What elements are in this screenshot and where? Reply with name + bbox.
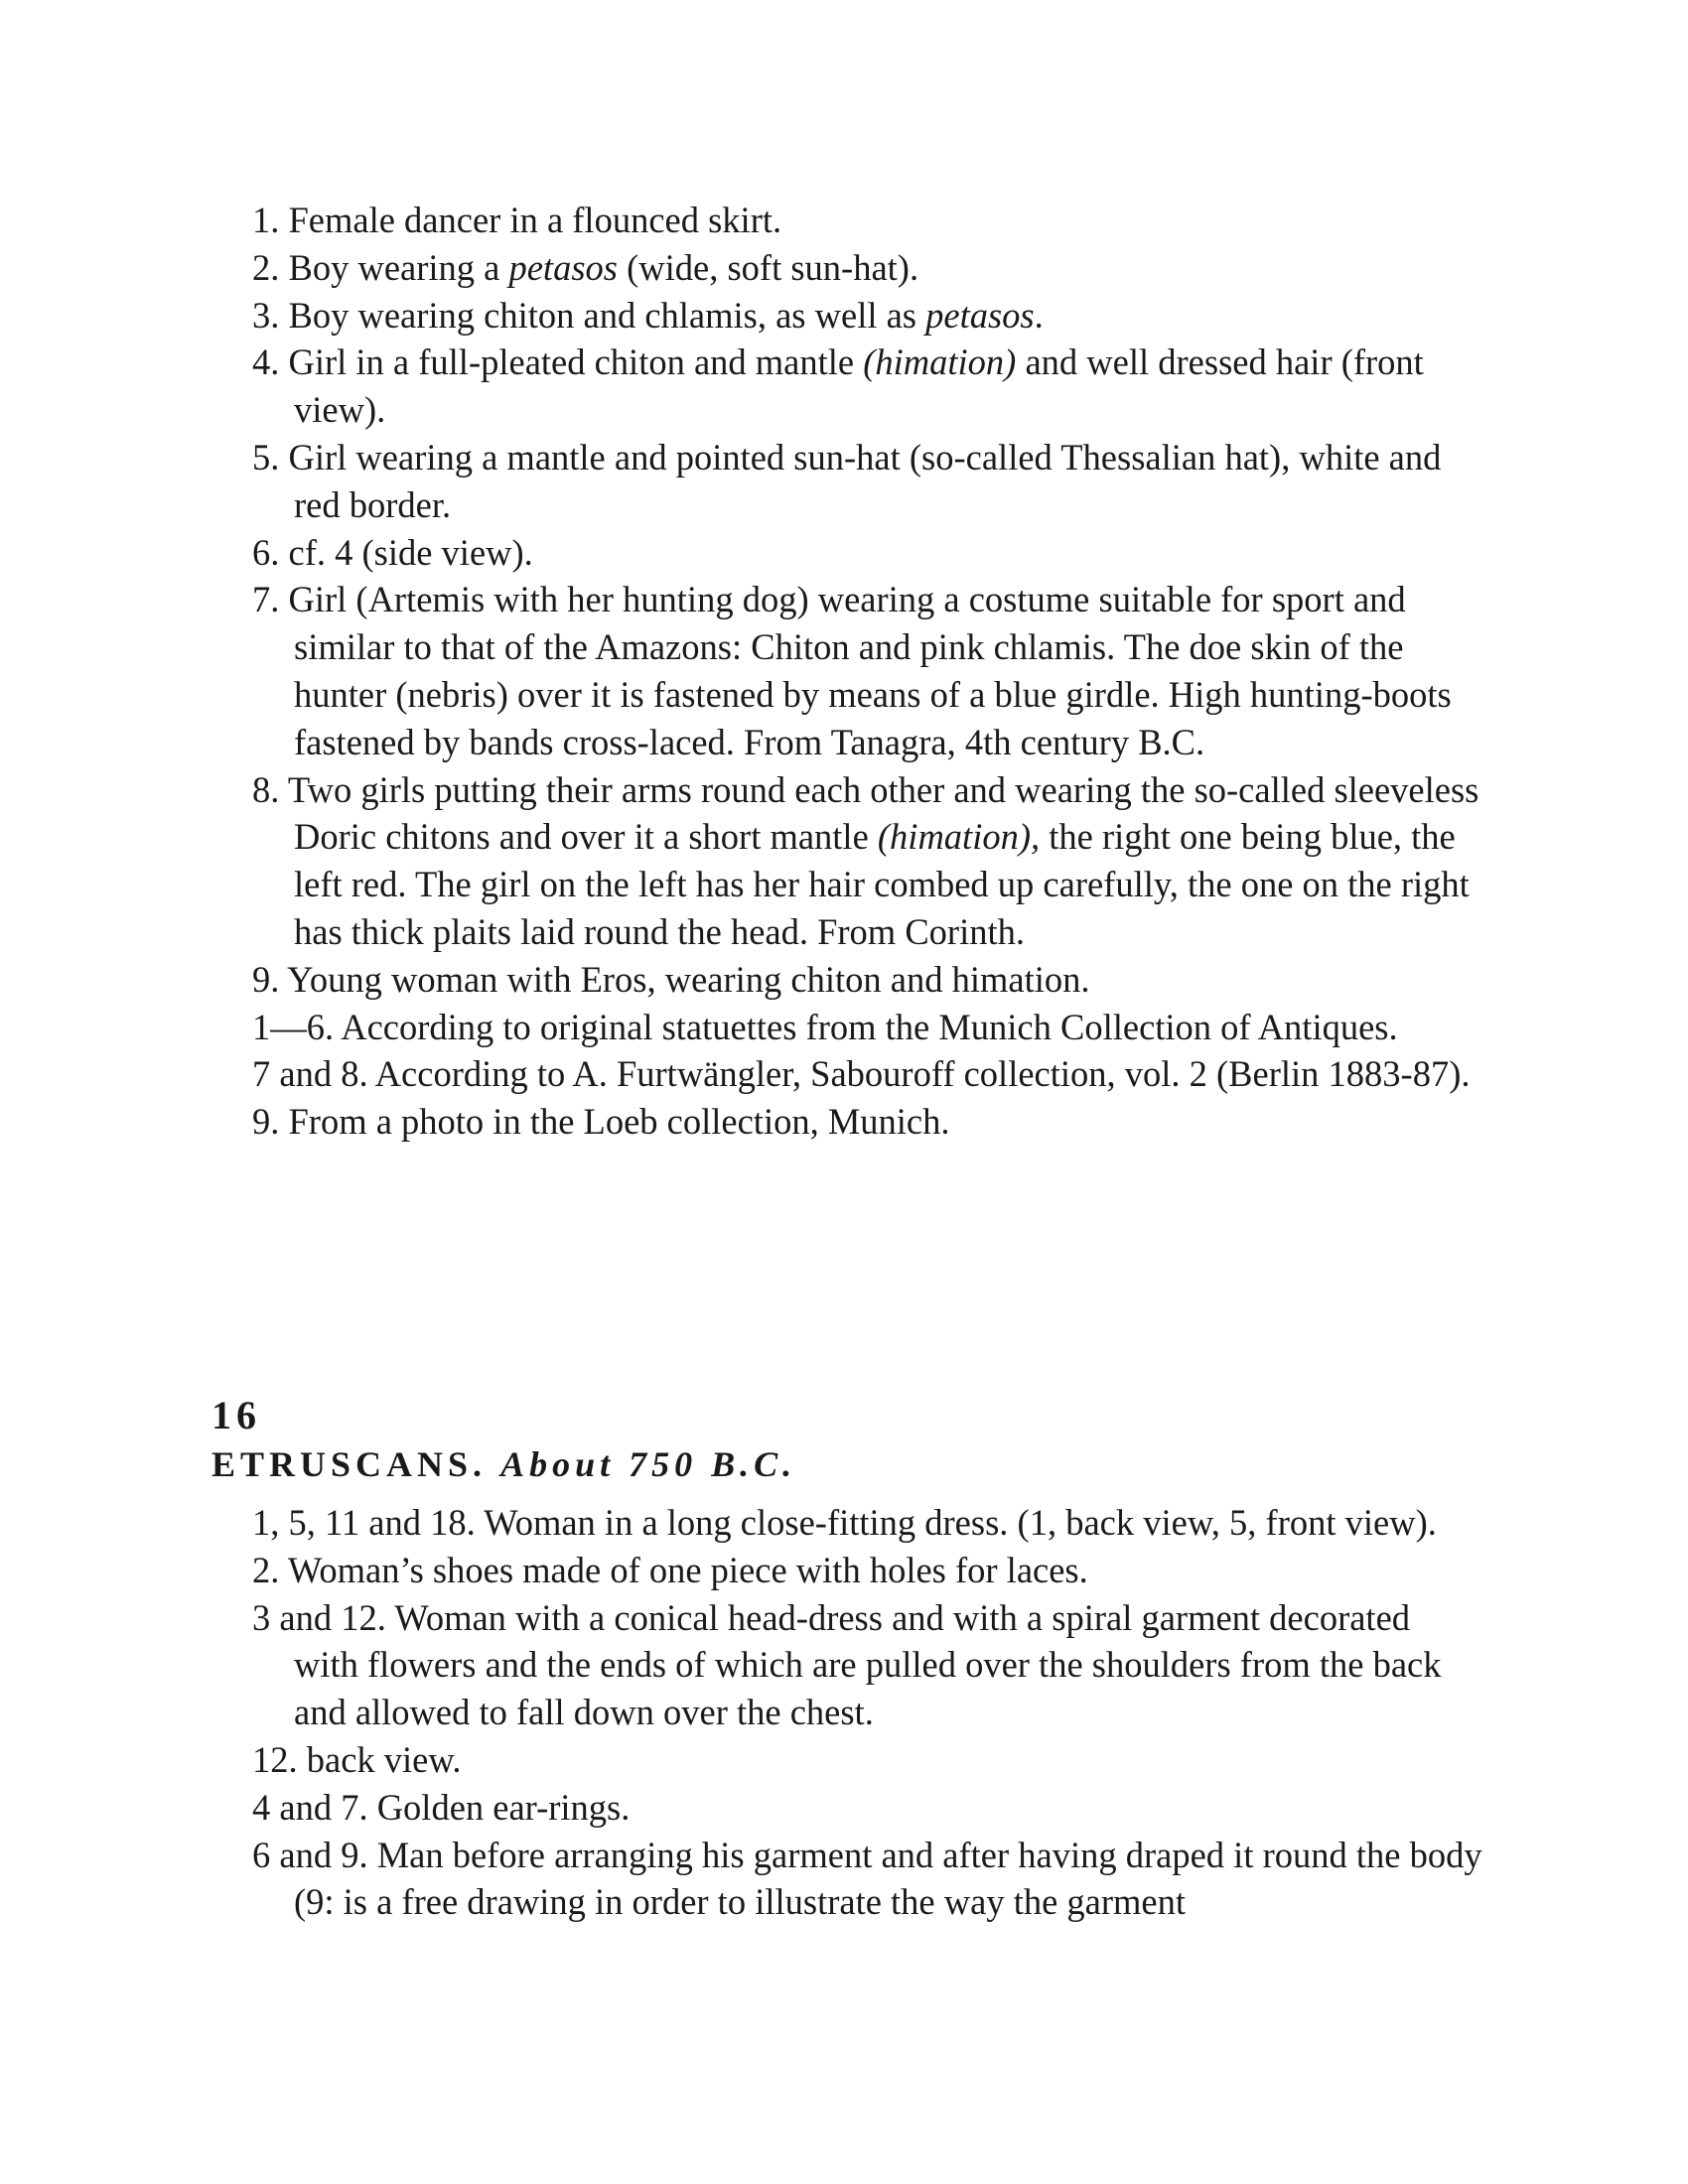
caption-italic-term: petasos bbox=[925, 294, 1035, 336]
caption-text: 6. cf. 4 (side view). bbox=[252, 531, 533, 573]
caption-text: 4 and 7. Golden ear-rings. bbox=[252, 1786, 631, 1828]
caption-text: 9. From a photo in the Loeb collection, Munich. bbox=[252, 1101, 950, 1143]
caption-text: 1—6. According to original statuettes from the Munich Collection of Antiques. bbox=[252, 1006, 1398, 1047]
caption-text: (wide, soft sun-hat). bbox=[617, 246, 919, 288]
caption-item bbox=[252, 529, 1483, 577]
section-title: ETRUSCANS. bbox=[211, 1444, 488, 1484]
caption-item bbox=[252, 1832, 1483, 1927]
caption-item bbox=[252, 1004, 1483, 1051]
caption-list-plate-15 bbox=[252, 197, 1483, 1146]
section-number: 16 bbox=[211, 1393, 261, 1437]
caption-text: 3 and 12. Woman with a conical head-dress and with a spiral garment decorated with flowers and the ends of which are pulled over the shoulders from the back and allowed to fall down over the chest. bbox=[252, 1596, 1442, 1733]
caption-item bbox=[252, 1736, 1483, 1784]
caption-text: 6 and 9. Man before arranging his garment and after having draped it round the body (9: is a free drawing in order to illustrate the way the garment bbox=[252, 1834, 1482, 1923]
caption-item bbox=[252, 339, 1483, 434]
caption-item bbox=[252, 1098, 1483, 1146]
caption-text: . bbox=[1034, 294, 1044, 336]
caption-text: 7 and 8. According to A. Furtwängler, Sabouroff collection, vol. 2 (Berlin 1883-87). bbox=[252, 1053, 1471, 1095]
caption-text: 1. Female dancer in a flounced skirt. bbox=[252, 200, 782, 240]
caption-text: 1, 5, 11 and 18. Woman in a long close-fitting dress. (1, back view, 5, front view). bbox=[252, 1502, 1437, 1543]
caption-item bbox=[252, 244, 1483, 292]
caption-text: and well dressed hair (front view). bbox=[294, 341, 1424, 431]
caption-item bbox=[252, 1050, 1483, 1098]
caption-italic-term: petasos bbox=[508, 246, 618, 288]
section-date: About 750 B.C. bbox=[500, 1444, 797, 1484]
caption-text: 9. Young woman with Eros, wearing chiton and himation. bbox=[252, 958, 1090, 1000]
caption-text: 2. Boy wearing a bbox=[252, 246, 509, 288]
caption-text: 5. Girl wearing a mantle and pointed sun-hat (so-called Thessalian hat), white and red border. bbox=[252, 436, 1442, 525]
caption-italic-term: (himation) bbox=[863, 341, 1017, 383]
caption-text: 7. Girl (Artemis with her hunting dog) wearing a costume suitable for sport and similar to that of the Amazons: Chiton and pink chlamis. The doe skin of the hunter (nebris) over it is fastened by means of a blue girdle. High hunting-boots fastened by bands cross-laced. From Tanagra, 4th century B.C. bbox=[252, 579, 1452, 762]
caption-text: 3. Boy wearing chiton and chlamis, as well as bbox=[252, 294, 926, 336]
section-heading bbox=[211, 1442, 796, 1486]
caption-text: 2. Woman’s shoes made of one piece with holes for laces. bbox=[252, 1549, 1088, 1590]
caption-item bbox=[252, 1547, 1483, 1594]
caption-italic-term: (himation), bbox=[877, 816, 1041, 858]
caption-text: 8. Two girls putting their arms round each other and wearing the so-called sleeveless Doric chitons and over it a short mantle bbox=[252, 768, 1479, 858]
caption-text: 4. Girl in a full-pleated chiton and mantle bbox=[252, 341, 864, 383]
caption-text: 12. back view. bbox=[252, 1738, 462, 1780]
caption-item bbox=[252, 1499, 1483, 1547]
caption-item bbox=[252, 197, 1483, 244]
caption-item bbox=[252, 766, 1483, 956]
caption-item bbox=[252, 956, 1483, 1004]
caption-item bbox=[252, 1784, 1483, 1832]
caption-text: the right one being blue, the left red. The girl on the left has her hair combed up carefully, the one on the right has thick plaits laid round the head. From Corinth. bbox=[294, 816, 1470, 952]
caption-item bbox=[252, 292, 1483, 340]
caption-list-plate-16 bbox=[252, 1499, 1483, 1926]
caption-item bbox=[252, 576, 1483, 765]
caption-item bbox=[252, 1594, 1483, 1736]
caption-item bbox=[252, 434, 1483, 529]
